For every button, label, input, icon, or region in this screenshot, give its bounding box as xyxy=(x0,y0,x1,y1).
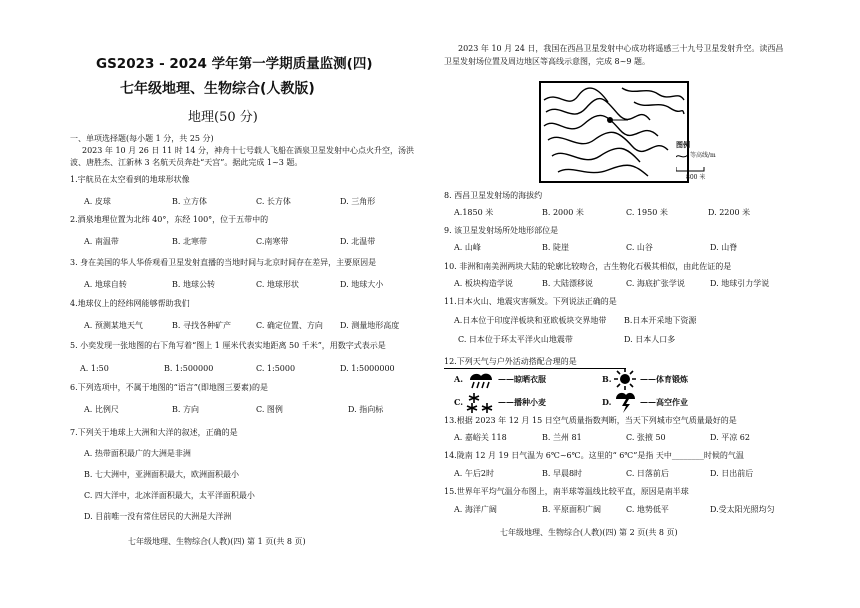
page-footer: 七年级地理、生物综合(人教)(四) 第 2 页(共 8 页) xyxy=(500,528,678,537)
option-letter: C. xyxy=(454,397,464,407)
option: B. 兰州 81 xyxy=(542,433,582,442)
option: D. 地球大小 xyxy=(340,280,384,289)
option: B.日本开采地下资源 xyxy=(624,316,697,325)
option: C. 地势低平 xyxy=(626,505,669,514)
option: B. 大陆漂移说 xyxy=(542,279,593,288)
option-activity: ——播种小麦 xyxy=(498,397,546,407)
right-page xyxy=(430,0,860,608)
question-10: 10. 非洲和南美洲两块大陆的轮廓比较吻合，古生物化石极其相似，由此佐证的是 xyxy=(444,262,732,271)
map-legend xyxy=(674,140,724,186)
question-12: 12.下列天气与户外活动搭配合理的是 xyxy=(444,357,577,366)
option: A. 海洋广阔 xyxy=(454,505,497,514)
question-4: 4.地球仪上的经纬网能够帮助我们 xyxy=(70,299,190,308)
sunny-icon xyxy=(614,368,636,390)
option: A.日本位于印度洋板块和亚欧板块交界地带 xyxy=(454,316,607,325)
option: A. 热带面积最广的大洲是非洲 xyxy=(84,449,191,458)
option: D. 测量地形高度 xyxy=(340,321,400,330)
option: C. 海底扩张学说 xyxy=(626,279,685,288)
option: D. 指向标 xyxy=(348,405,384,414)
option: A. 南温带 xyxy=(84,237,119,246)
option: D. 平凉 62 xyxy=(710,433,750,442)
option: D. 目前唯一没有常住居民的大洲是大洋洲 xyxy=(84,512,232,521)
option: C.南寒带 xyxy=(256,237,289,246)
option: C. 地球形状 xyxy=(256,280,299,289)
page-footer: 七年级地理、生物综合(人教)(四) 第 1 页(共 8 页) xyxy=(128,537,306,546)
intro-line-1: 2023 年 10 月 24 日，我国在西昌卫星发射中心成功将遥感三十九号卫星发射升空。读西昌 xyxy=(458,44,784,53)
option-letter: B. xyxy=(602,374,612,384)
intro-line-1: 2023 年 10 月 26 日 11 时 14 分，神舟十七号载人飞船在酒泉卫星发射中心点火升空，汤洪 xyxy=(82,146,414,155)
contour-line-icon xyxy=(676,152,688,160)
contour-map-figure xyxy=(538,80,690,184)
option: B. 七大洲中，亚洲面积最大，欧洲面积最小 xyxy=(84,470,239,479)
contour-map xyxy=(538,80,690,184)
snow-icon xyxy=(466,391,496,413)
option: D. 地球引力学说 xyxy=(710,279,770,288)
question-7: 7.下列关于地球上大洲和大洋的叙述，正确的是 xyxy=(70,428,238,437)
legend-scale: 800 米 xyxy=(686,174,706,181)
option: B. 早晨8时 xyxy=(542,469,583,478)
option: D. 2200 米 xyxy=(708,208,751,217)
question-14: 14.陇南 12 月 19 日气温为 6℃~6℃。这里的“ 6℃”是指 天中________时候的气温 xyxy=(444,451,744,460)
legend-unit: 等高线/m xyxy=(690,152,716,159)
question-15: 15.世界年平均气温分布图上，南半球等温线比较平直，原因是南半球 xyxy=(444,487,689,496)
option: A. 嘉峪关 118 xyxy=(454,433,507,442)
underline xyxy=(444,368,626,369)
option: C. 1:5000 xyxy=(256,364,296,373)
option: D. 日出前后 xyxy=(710,469,754,478)
exam-title: GS2023 - 2024 学年第一学期质量监测(四) xyxy=(96,56,373,72)
question-5: 5. 小奕发现一张地图的右下角写着“图上 1 厘米代表实地距离 50 千米”，用数字式表示是 xyxy=(70,341,386,350)
option: A. 午后2时 xyxy=(454,469,494,478)
option-letter: D. xyxy=(602,397,612,407)
option: A.1850 米 xyxy=(454,208,494,217)
option: B. 寻找各种矿产 xyxy=(172,321,231,330)
option-activity: ——体育锻炼 xyxy=(640,374,688,384)
option: B. 北寒带 xyxy=(172,237,207,246)
option: D. 三角形 xyxy=(340,197,376,206)
question-6: 6.下列选项中，不属于地图的“语言”(即地图三要素)的是 xyxy=(70,383,269,392)
question-8: 8. 西昌卫星发射场的海拔约 xyxy=(444,191,543,200)
intro-line-2: 波、唐胜杰、江新林 3 名航天员奔赴“天宫”。据此完成 1~3 题。 xyxy=(70,158,303,167)
question-1: 1.宇航员在太空看到的地球形状像 xyxy=(70,175,190,184)
option: C. 山谷 xyxy=(626,243,653,252)
option: C. 确定位置、方向 xyxy=(256,321,323,330)
heavy-rain-icon xyxy=(466,370,496,390)
section-title: 地理(50 分) xyxy=(188,110,258,125)
option-activity: ——晾晒衣服 xyxy=(498,374,546,384)
option: C. 图例 xyxy=(256,405,283,414)
option: C. 四大洋中，北冰洋面积最大，太平洋面积最小 xyxy=(84,491,255,500)
option: D. 日本人口多 xyxy=(624,335,676,344)
part-one-heading: 一、单项选择题(每小题 1 分，共 25 分) xyxy=(70,134,214,143)
option-activity: ——高空作业 xyxy=(640,397,688,407)
option: A. 皮球 xyxy=(84,197,111,206)
option: D. 山脊 xyxy=(710,243,738,252)
question-3: 3. 身在美国的华人华侨观看卫星发射直播的当地时间与北京时间存在差异，主要原因是 xyxy=(70,258,377,267)
option: D. 1:5000000 xyxy=(340,364,395,373)
option: A. 预测某地天气 xyxy=(84,321,143,330)
intro-line-2: 卫星发射场位置及周边地区等高线示意图，完成 8~9 题。 xyxy=(444,57,650,66)
question-2: 2.酒泉地理位置为北纬 40°，东经 100°，位于五带中的 xyxy=(70,215,269,224)
option: C. 日本位于环太平洋火山地震带 xyxy=(458,335,573,344)
question-13: 13.根据 2023 年 12 月 15 日空气质量指数判断，当天下列城市空气质量最好的是 xyxy=(444,416,737,425)
option: A. 1:50 xyxy=(80,364,109,373)
option: C. 张掖 50 xyxy=(626,433,666,442)
scale-bar-icon xyxy=(676,166,706,172)
option: D. 北温带 xyxy=(340,237,376,246)
option: B. 2000 米 xyxy=(542,208,584,217)
option: B. 1:500000 xyxy=(164,364,214,373)
exam-subtitle: 七年级地理、生物综合(人教版) xyxy=(120,81,315,97)
option-letter: A. xyxy=(454,374,463,384)
option: D.受太阳光照均匀 xyxy=(710,505,775,514)
thunderstorm-icon xyxy=(614,389,636,413)
option: C. 日落前后 xyxy=(626,469,669,478)
option: A. 比例尺 xyxy=(84,405,119,414)
option: A. 山峰 xyxy=(454,243,481,252)
option: C. 长方体 xyxy=(256,197,291,206)
option: A. 地球自转 xyxy=(84,280,127,289)
option: C. 1950 米 xyxy=(626,208,668,217)
question-11: 11.日本火山、地震灾害频发。下列说法正确的是 xyxy=(444,297,617,306)
option: B. 地球公转 xyxy=(172,280,215,289)
option: B. 立方体 xyxy=(172,197,207,206)
option: B. 陡崖 xyxy=(542,243,569,252)
option: B. 方向 xyxy=(172,405,199,414)
question-9: 9. 该卫星发射场所处地形部位是 xyxy=(444,226,559,235)
option: B. 平原面积广阔 xyxy=(542,505,601,514)
option: A. 板块构造学说 xyxy=(454,279,513,288)
legend-title: 图例 xyxy=(676,140,690,149)
